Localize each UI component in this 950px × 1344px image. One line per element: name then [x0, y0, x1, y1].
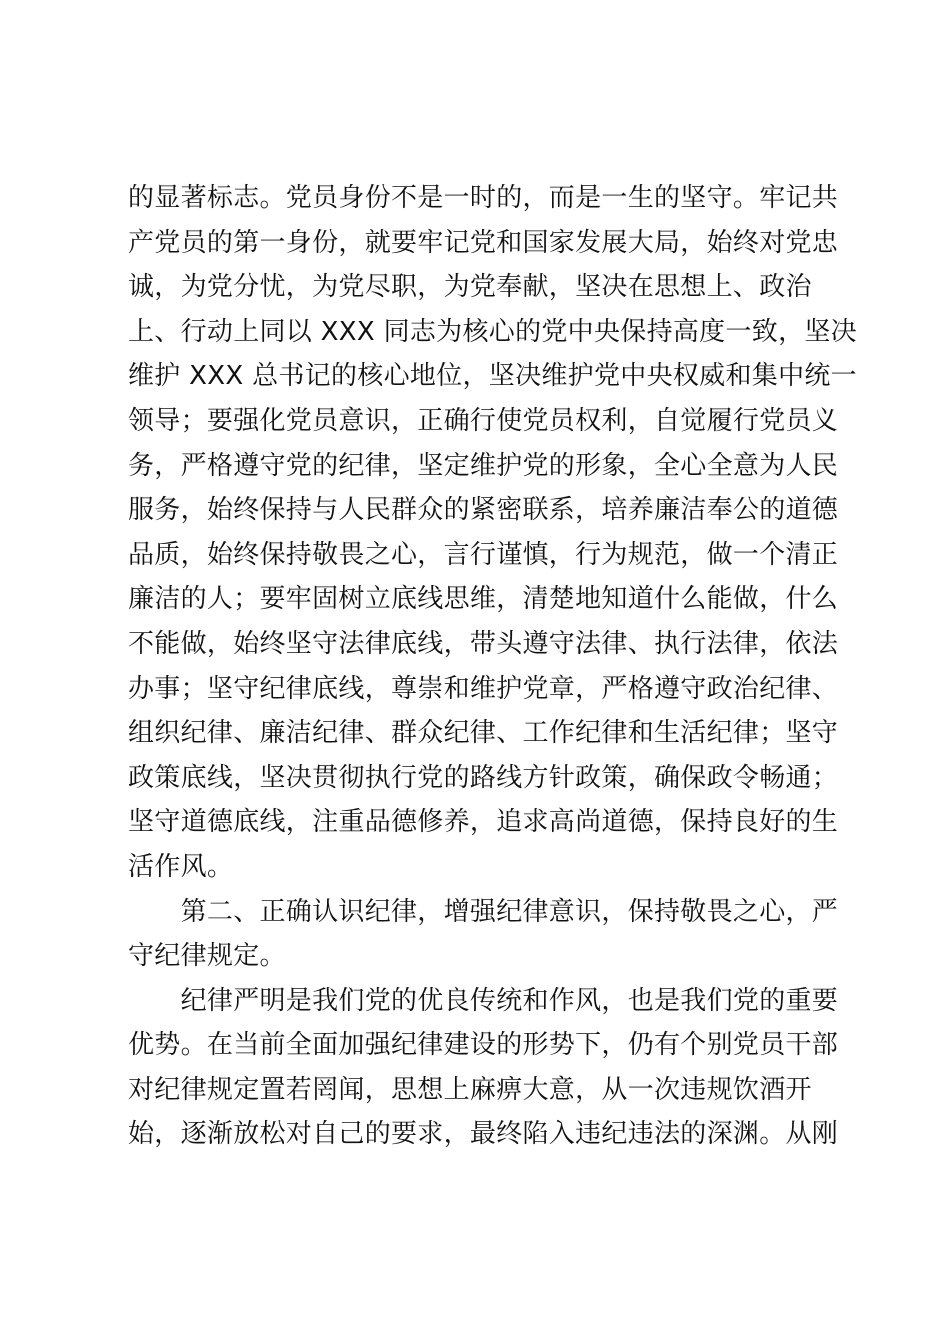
text-line: 维护 XXX 总书记的核心地位，坚决维护党中央权威和集中统一: [128, 361, 857, 392]
text-line: 服务，始终保持与人民群众的紧密联系，培养廉洁奉公的道德: [128, 495, 839, 526]
section-heading-line: 守纪律规定。: [128, 941, 286, 972]
text-line: 的显著标志。党员身份不是一时的，而是一生的坚守。牢记共: [128, 183, 839, 213]
text-line: 政策底线，坚决贯彻执行党的路线方针政策，确保政令畅通；: [128, 762, 839, 793]
text-line: 始，逐渐放松对自己的要求，最终陷入违纪违法的深渊。从刚: [128, 1119, 839, 1150]
text-line: 办事；坚守纪律底线，尊崇和维护党章，严格遵守政治纪律、: [128, 673, 839, 704]
text-line: 优势。在当前全面加强纪律建设的形势下，仍有个别党员干部: [128, 1030, 839, 1061]
text-line: 产党员的第一身份，就要牢记党和国家发展大局，始终对党忠: [128, 227, 839, 258]
text-line: 品质，始终保持敬畏之心，言行谨慎，行为规范，做一个清正: [128, 539, 839, 570]
text-line: 廉洁的人；要牢固树立底线思维，清楚地知道什么能做，什么: [128, 584, 839, 615]
text-line: 坚守道德底线，注重品德修养，追求高尚道德，保持良好的生: [128, 807, 839, 838]
section-heading-line: 第二、正确认识纪律，增强纪律意识，保持敬畏之心，严: [128, 896, 839, 927]
body-text: [128, 176, 857, 1157]
text-line: 务，严格遵守党的纪律，坚定维护党的形象，全心全意为人民: [128, 450, 839, 481]
text-line: 诚，为党分忧，为党尽职，为党奉献，坚决在思想上、政治: [128, 272, 812, 303]
text-line: 领导；要强化党员意识，正确行使党员权利，自觉履行党员义: [128, 405, 839, 436]
text-line: 对纪律规定置若罔闻，思想上麻痹大意，从一次违规饮酒开: [128, 1074, 812, 1105]
text-line: 不能做，始终坚守法律底线，带头遵守法律、执行法律，依法: [128, 628, 839, 659]
text-line: 组织纪律、廉洁纪律、群众纪律、工作纪律和生活纪律；坚守: [128, 718, 839, 749]
text-line: 上、行动上同以 XXX 同志为核心的党中央保持高度一致，坚决: [128, 316, 857, 347]
text-line: 活作风。: [128, 851, 234, 882]
text-line: 纪律严明是我们党的优良传统和作风，也是我们党的重要: [128, 985, 839, 1016]
